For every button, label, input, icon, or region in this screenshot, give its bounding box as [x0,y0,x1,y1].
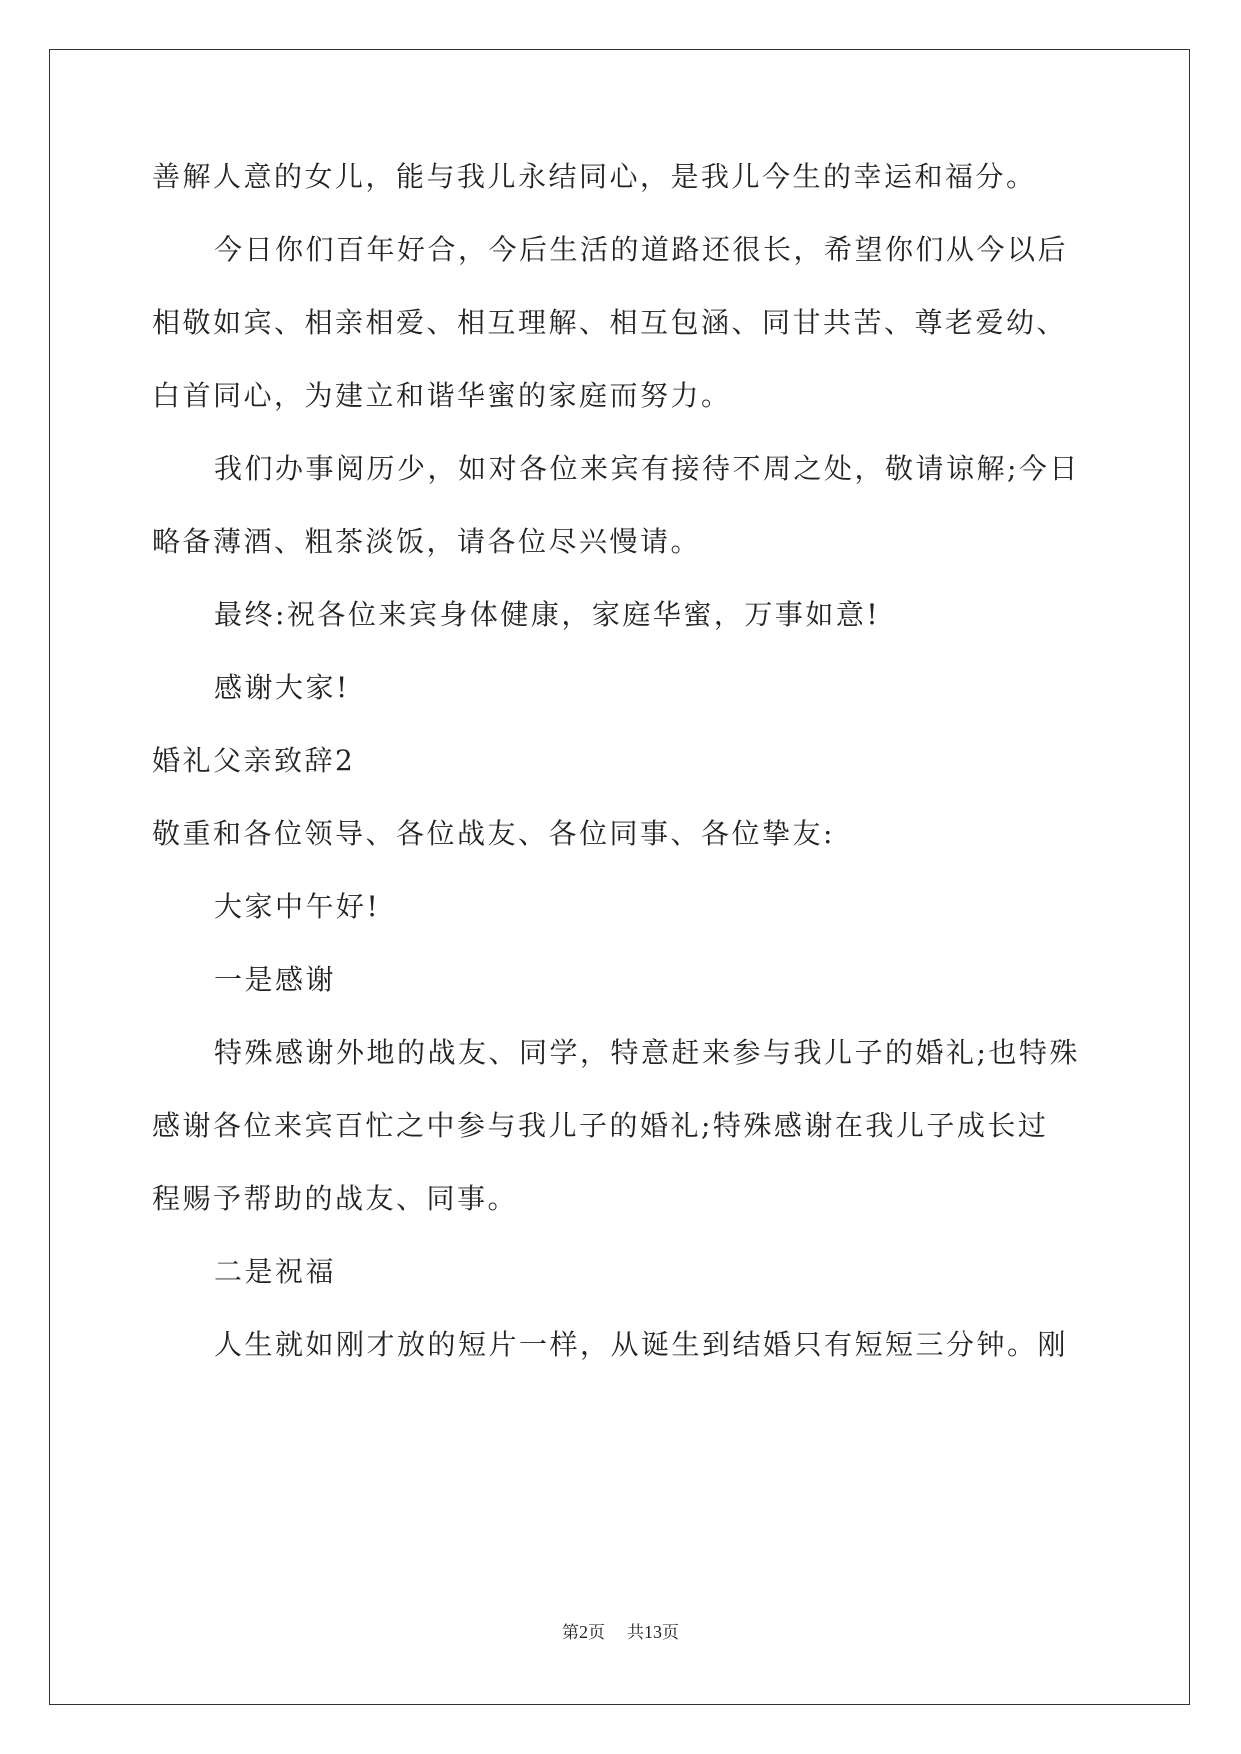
salutation: 敬重和各位领导、各位战友、各位同事、各位挚友: [152,817,835,850]
text-line: 大家中午好! [214,890,381,923]
text-line: 今日你们百年好合，今后生活的道路还很长，希望你们从今以后 [214,233,1069,266]
subheading: 二是祝福 [214,1255,337,1288]
page-footer [0,1620,1241,1645]
page-suffix: 页 [588,1623,605,1643]
total-suffix: 页 [662,1623,679,1643]
total-pages: 13 [644,1622,662,1642]
page-number: 2 [579,1622,588,1642]
text-line: 人生就如刚才放的短片一样，从诞生到结婚只有短短三分钟。刚 [214,1328,1069,1361]
text-line: 我们办事阅历少，如对各位来宾有接待不周之处，敬请谅解;今日 [214,452,1080,485]
text-line: 略备薄酒、粗茶淡饭，请各位尽兴慢请。 [152,525,702,558]
text-line: 最终:祝各位来宾身体健康，家庭华蜜，万事如意! [214,598,881,631]
text-line: 相敬如宾、相亲相爱、相互理解、相互包涵、同甘共苦、尊老爱幼、 [152,306,1068,339]
total-prefix: 共 [627,1623,644,1643]
text-line: 感谢大家! [214,671,350,704]
page-prefix: 第 [562,1623,579,1643]
section-heading: 婚礼父亲致辞2 [152,744,356,777]
page-border [49,49,1190,1705]
text-line: 白首同心，为建立和谐华蜜的家庭而努力。 [152,379,732,412]
text-line: 善解人意的女儿，能与我儿永结同心，是我儿今生的幸运和福分。 [152,160,1037,193]
text-line: 感谢各位来宾百忙之中参与我儿子的婚礼;特殊感谢在我儿子成长过 [152,1109,1049,1142]
subheading: 一是感谢 [214,963,337,996]
text-line: 程赐予帮助的战友、同事。 [152,1182,519,1215]
text-line: 特殊感谢外地的战友、同学，特意赶来参与我儿子的婚礼;也特殊 [214,1036,1080,1069]
